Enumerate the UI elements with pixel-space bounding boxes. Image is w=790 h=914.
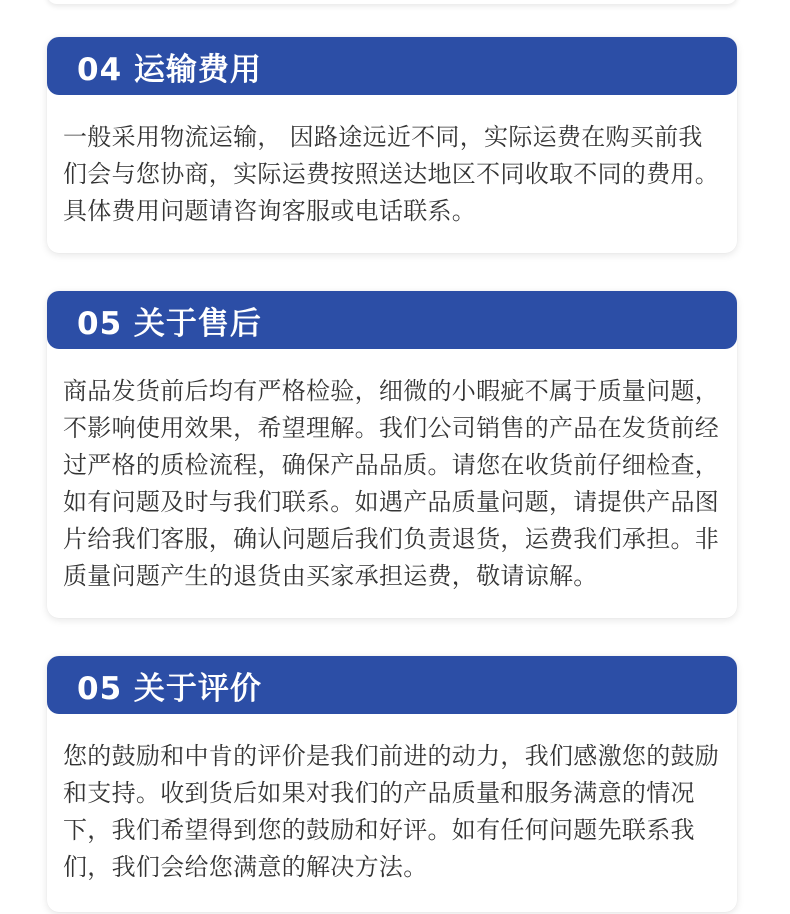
after-sales-text: 商品发货前后均有严格检验，细微的小暇疵不属于质量问题，不影响使用效果，希望理解。我们公司销售的产品在发货前经过严格的质检流程，确保产品品质。请您在收货前仔细检查，如有问题及时与我们联系。如遇产品质量问题，请提供产品图片给我们客服，确认问题后我们负责退货，运费我们承担。非质量问题产生的退货由买家承担运费，敬请谅解。	[63, 377, 720, 590]
shipping-fee-header	[47, 37, 737, 95]
review-header	[47, 656, 737, 714]
after-sales-card	[47, 291, 737, 618]
shipping-fee-title: 04 运输费用	[77, 51, 262, 88]
shipping-fee-card	[47, 37, 737, 253]
review-title: 05 关于评价	[77, 670, 262, 707]
review-card	[47, 656, 737, 912]
after-sales-title: 05 关于售后	[77, 305, 262, 342]
shipping-fee-text: 一般采用物流运输， 因路途远近不同，实际运费在购买前我们会与您协商，实际运费按照送达地区不同收取不同的费用。具体费用问题请咨询客服或电话联系。	[63, 123, 720, 225]
previous-card-edge	[47, 0, 737, 4]
after-sales-header	[47, 291, 737, 349]
review-text: 您的鼓励和中肯的评价是我们前进的动力，我们感激您的鼓励和支持。收到货后如果对我们的产品质量和服务满意的情况下，我们希望得到您的鼓励和好评。如有任何问题先联系我们，我们会给您满意的解决方法。	[63, 742, 720, 881]
